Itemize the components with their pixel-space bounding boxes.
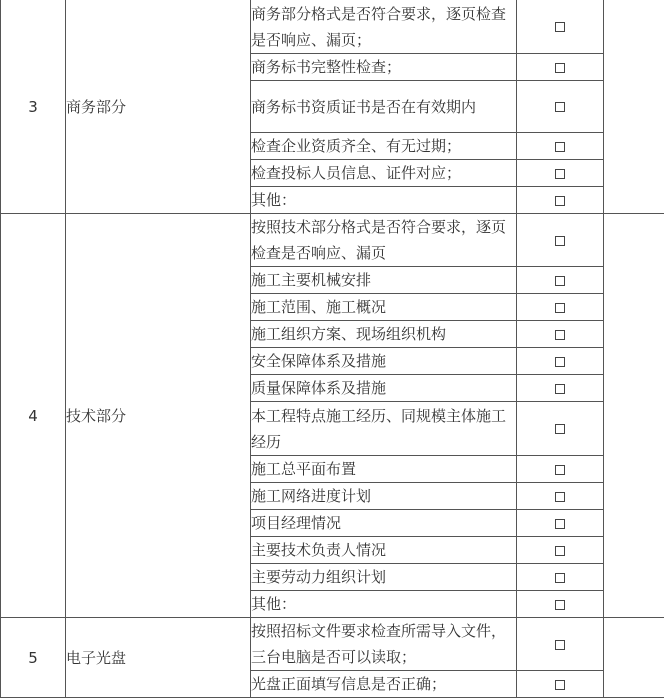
- remarks-cell: [604, 618, 664, 698]
- check-item-text: 其他：: [251, 591, 516, 617]
- check-item-text: 本工程特点施工经历、同规模主体施工经历: [251, 403, 516, 455]
- checkbox-icon[interactable]: [555, 142, 565, 152]
- check-item: [251, 483, 517, 510]
- check-item: [251, 54, 517, 81]
- section-name: 商务部分: [66, 0, 251, 214]
- check-item: [251, 618, 517, 671]
- check-item: [251, 133, 517, 160]
- checkbox-icon[interactable]: [555, 236, 565, 246]
- check-item: [251, 564, 517, 591]
- checkbox-icon[interactable]: [555, 600, 565, 610]
- check-item: [251, 537, 517, 564]
- check-item-text: 光盘正面填写信息是否正确；: [251, 671, 516, 697]
- check-item: [251, 187, 517, 214]
- checkbox-cell: [517, 671, 604, 698]
- checkbox-cell: [517, 81, 604, 133]
- checkbox-cell: [517, 618, 604, 671]
- check-item-text: 施工范围、施工概况: [251, 294, 516, 320]
- check-item-text: 项目经理情况: [251, 510, 516, 536]
- section-number: 5: [1, 618, 66, 698]
- checkbox-cell: [517, 591, 604, 618]
- check-item: [251, 321, 517, 348]
- check-item: [251, 402, 517, 456]
- checkbox-icon[interactable]: [555, 573, 565, 583]
- checkbox-icon[interactable]: [555, 276, 565, 286]
- checkbox-cell: [517, 402, 604, 456]
- table-row: [1, 618, 664, 671]
- checkbox-cell: [517, 133, 604, 160]
- check-item-text: 主要劳动力组织计划: [251, 564, 516, 590]
- checkbox-icon[interactable]: [555, 63, 565, 73]
- table-row: [1, 214, 664, 267]
- check-item: [251, 591, 517, 618]
- check-item-text: 商务部分格式是否符合要求，逐页检查是否响应、漏页；: [251, 1, 516, 53]
- section-number: 3: [1, 0, 66, 214]
- check-item: [251, 671, 517, 698]
- checkbox-icon[interactable]: [555, 330, 565, 340]
- checkbox-cell: [517, 456, 604, 483]
- remarks-cell: [604, 214, 664, 618]
- checkbox-icon[interactable]: [555, 303, 565, 313]
- checkbox-cell: [517, 267, 604, 294]
- checkbox-icon[interactable]: [555, 424, 565, 434]
- section-name: 电子光盘: [66, 618, 251, 698]
- checkbox-cell: [517, 537, 604, 564]
- checkbox-icon[interactable]: [555, 492, 565, 502]
- checkbox-cell: [517, 54, 604, 81]
- checkbox-cell: [517, 321, 604, 348]
- checklist-body: [1, 0, 664, 698]
- checkbox-cell: [517, 160, 604, 187]
- check-item-text: 施工组织方案、现场组织机构: [251, 321, 516, 347]
- checkbox-icon[interactable]: [555, 680, 565, 690]
- checkbox-cell: [517, 187, 604, 214]
- checkbox-icon[interactable]: [555, 22, 565, 32]
- check-item: [251, 0, 517, 54]
- checkbox-icon[interactable]: [555, 196, 565, 206]
- checkbox-icon[interactable]: [555, 546, 565, 556]
- check-item: [251, 294, 517, 321]
- check-item: [251, 160, 517, 187]
- checkbox-cell: [517, 0, 604, 54]
- check-item: [251, 375, 517, 402]
- check-item-text: 检查投标人员信息、证件对应；: [251, 160, 516, 186]
- check-item-text: 施工总平面布置: [251, 456, 516, 482]
- table-row: [1, 0, 664, 54]
- checkbox-cell: [517, 348, 604, 375]
- check-item-text: 施工网络进度计划: [251, 483, 516, 509]
- check-item: [251, 348, 517, 375]
- checkbox-cell: [517, 483, 604, 510]
- checkbox-icon[interactable]: [555, 519, 565, 529]
- section-name: 技术部分: [66, 214, 251, 618]
- check-item-text: 按照技术部分格式是否符合要求，逐页检查是否响应、漏页: [251, 214, 516, 266]
- check-item-text: 施工主要机械安排: [251, 267, 516, 293]
- checkbox-cell: [517, 294, 604, 321]
- check-item-text: 按照招标文件要求检查所需导入文件，三台电脑是否可以读取；: [251, 618, 516, 670]
- checkbox-icon[interactable]: [555, 465, 565, 475]
- check-item-text: 商务标书资质证书是否在有效期内: [251, 94, 516, 120]
- checkbox-icon[interactable]: [555, 384, 565, 394]
- check-item: [251, 456, 517, 483]
- checkbox-icon[interactable]: [555, 102, 565, 112]
- checkbox-cell: [517, 510, 604, 537]
- checkbox-cell: [517, 564, 604, 591]
- check-item: [251, 267, 517, 294]
- checkbox-cell: [517, 375, 604, 402]
- check-item-text: 主要技术负责人情况: [251, 537, 516, 563]
- check-item: [251, 214, 517, 267]
- remarks-cell: [604, 0, 664, 214]
- check-item: [251, 81, 517, 133]
- check-item-text: 质量保障体系及措施: [251, 375, 516, 401]
- check-item: [251, 510, 517, 537]
- check-item-text: 商务标书完整性检查；: [251, 54, 516, 80]
- check-item-text: 检查企业资质齐全、有无过期；: [251, 133, 516, 159]
- checkbox-icon[interactable]: [555, 640, 565, 650]
- section-number: 4: [1, 214, 66, 618]
- check-item-text: 安全保障体系及措施: [251, 348, 516, 374]
- checkbox-icon[interactable]: [555, 357, 565, 367]
- checkbox-icon[interactable]: [555, 169, 565, 179]
- check-item-text: 其他：: [251, 187, 516, 213]
- checkbox-cell: [517, 214, 604, 267]
